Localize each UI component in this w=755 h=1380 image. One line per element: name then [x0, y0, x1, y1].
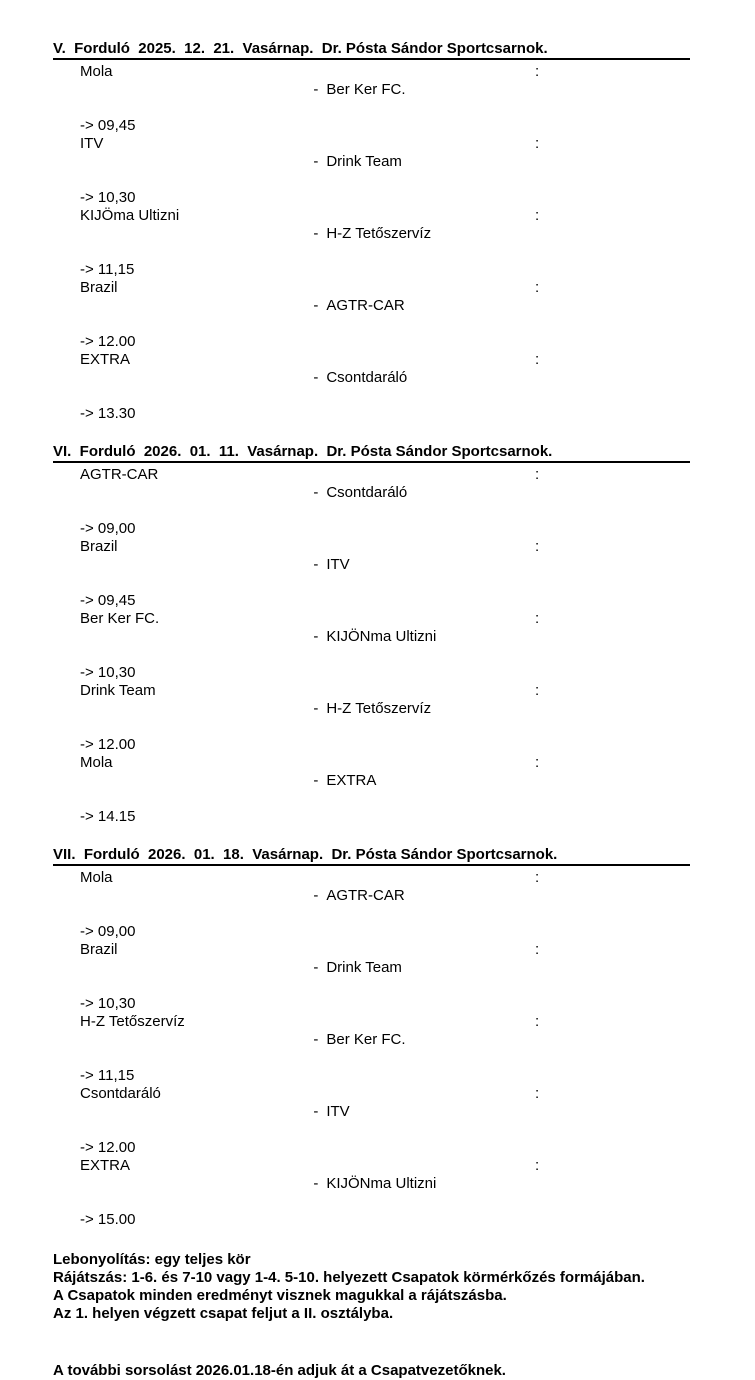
- round-title: V. Forduló 2025. 12. 21. Vasárnap. Dr. Pósta Sándor Sportcsarnok.: [53, 40, 690, 60]
- match-dash: -: [313, 1103, 319, 1120]
- away-team: AGTR-CAR: [326, 297, 405, 314]
- score-colon: :: [535, 869, 540, 886]
- round-matches: [80, 869, 755, 1229]
- match-row: [80, 682, 755, 754]
- match-row: [80, 941, 755, 1013]
- home-team: Ber Ker FC.: [80, 610, 160, 627]
- score-colon: :: [535, 1013, 540, 1030]
- away-cell: [280, 351, 535, 405]
- away-cell: [280, 207, 535, 261]
- away-team: ITV: [326, 1103, 350, 1120]
- kickoff-time: -> 12.00: [80, 736, 136, 753]
- match-line: [80, 538, 755, 592]
- kickoff-time: -> 12.00: [80, 1139, 136, 1156]
- round-section: [53, 443, 755, 826]
- note-line: A Csapatok minden eredményt visznek magukkal a rájátszásba.: [53, 1287, 507, 1304]
- home-team: Csontdaráló: [80, 1085, 161, 1102]
- match-line: [80, 351, 755, 405]
- round-matches: [80, 63, 755, 423]
- match-row: [80, 207, 755, 279]
- home-team: Brazil: [80, 279, 118, 296]
- home-team: EXTRA: [80, 1157, 131, 1174]
- away-cell: [280, 279, 535, 333]
- away-team: Ber Ker FC.: [326, 1031, 406, 1048]
- away-cell: [280, 466, 535, 520]
- match-line: [80, 682, 755, 736]
- match-line: [80, 754, 755, 808]
- match-row: [80, 1013, 755, 1085]
- home-team: Mola: [80, 869, 113, 886]
- home-team: Mola: [80, 63, 113, 80]
- score-colon: :: [535, 1085, 540, 1102]
- score-colon: :: [535, 682, 540, 699]
- home-team: Brazil: [80, 941, 118, 958]
- home-team: Brazil: [80, 538, 118, 555]
- kickoff-time: -> 10,30: [80, 664, 136, 681]
- kickoff-time: -> 12.00: [80, 333, 136, 350]
- away-team: KIJÖNma Ultizni: [326, 628, 437, 645]
- score-colon: :: [535, 135, 540, 152]
- match-line: [80, 63, 755, 117]
- score-colon: :: [535, 941, 540, 958]
- match-dash: -: [313, 1175, 319, 1192]
- home-team: Drink Team: [80, 682, 156, 699]
- kickoff-time: -> 09,00: [80, 923, 136, 940]
- kickoff-time: -> 13.30: [80, 405, 136, 422]
- round-section: [53, 40, 755, 423]
- match-row: [80, 1157, 755, 1229]
- away-team: Drink Team: [326, 959, 402, 976]
- away-cell: [280, 63, 535, 117]
- match-row: [80, 754, 755, 826]
- away-team: Ber Ker FC.: [326, 81, 406, 98]
- match-line: [80, 207, 755, 261]
- note-line: Lebonyolítás: egy teljes kör: [53, 1251, 251, 1268]
- away-cell: [280, 1085, 535, 1139]
- match-dash: -: [313, 369, 319, 386]
- kickoff-time: -> 11,15: [80, 1067, 135, 1084]
- score-colon: :: [535, 351, 540, 368]
- away-cell: [280, 941, 535, 995]
- away-cell: [280, 682, 535, 736]
- round-section: [53, 846, 755, 1229]
- away-team: Csontdaráló: [326, 369, 408, 386]
- note-line: Az 1. helyen végzett csapat feljut a II. osztályba.: [53, 1305, 394, 1322]
- away-cell: [280, 610, 535, 664]
- kickoff-time: -> 11,15: [80, 261, 135, 278]
- home-team: H-Z Tetőszervíz: [80, 1013, 185, 1030]
- round-title: VI. Forduló 2026. 01. 11. Vasárnap. Dr. Pósta Sándor Sportcsarnok.: [53, 443, 690, 463]
- match-line: [80, 869, 755, 923]
- match-line: [80, 610, 755, 664]
- kickoff-time: -> 14.15: [80, 808, 136, 825]
- score-colon: :: [535, 63, 540, 80]
- match-row: [80, 135, 755, 207]
- match-dash: -: [313, 81, 319, 98]
- match-row: [80, 466, 755, 538]
- match-line: [80, 1013, 755, 1067]
- match-row: [80, 610, 755, 682]
- kickoff-time: -> 10,30: [80, 189, 136, 206]
- match-row: [80, 869, 755, 941]
- away-team: AGTR-CAR: [326, 887, 405, 904]
- match-dash: -: [313, 484, 319, 501]
- away-cell: [280, 538, 535, 592]
- away-cell: [280, 135, 535, 189]
- match-dash: -: [313, 1031, 319, 1048]
- match-dash: -: [313, 959, 319, 976]
- match-dash: -: [313, 153, 319, 170]
- kickoff-time: -> 09,45: [80, 592, 136, 609]
- match-row: [80, 1085, 755, 1157]
- match-line: [80, 1085, 755, 1139]
- match-row: [80, 538, 755, 610]
- kickoff-time: -> 10,30: [80, 995, 136, 1012]
- home-team: AGTR-CAR: [80, 466, 159, 483]
- away-cell: [280, 1013, 535, 1067]
- notes-block: [53, 1251, 755, 1380]
- match-dash: -: [313, 772, 319, 789]
- score-colon: :: [535, 754, 540, 771]
- match-line: [80, 466, 755, 520]
- match-dash: -: [313, 887, 319, 904]
- match-dash: -: [313, 556, 319, 573]
- kickoff-time: -> 09,00: [80, 520, 136, 537]
- match-dash: -: [313, 225, 319, 242]
- rounds-list: [53, 40, 755, 1229]
- score-colon: :: [535, 279, 540, 296]
- match-row: [80, 279, 755, 351]
- away-cell: [280, 754, 535, 808]
- kickoff-time: -> 09,45: [80, 117, 136, 134]
- round-title: VII. Forduló 2026. 01. 18. Vasárnap. Dr. Pósta Sándor Sportcsarnok.: [53, 846, 690, 866]
- match-line: [80, 279, 755, 333]
- score-colon: :: [535, 610, 540, 627]
- match-line: [80, 941, 755, 995]
- away-team: H-Z Tetőszervíz: [326, 700, 432, 717]
- home-team: ITV: [80, 135, 104, 152]
- note-line: Rájátszás: 1-6. és 7-10 vagy 1-4. 5-10. helyezett Csapatok körmérkőzés formájában.: [53, 1269, 645, 1286]
- round-matches: [80, 466, 755, 826]
- match-dash: -: [313, 700, 319, 717]
- away-team: Csontdaráló: [326, 484, 408, 501]
- match-row: [80, 351, 755, 423]
- score-colon: :: [535, 1157, 540, 1174]
- final-note: A további sorsolást 2026.01.18-én adjuk át a Csapatvezetőknek.: [53, 1362, 506, 1379]
- away-team: KIJÖNma Ultizni: [326, 1175, 437, 1192]
- away-team: ITV: [326, 556, 350, 573]
- note-lines: [53, 1251, 755, 1323]
- score-colon: :: [535, 207, 540, 224]
- away-team: H-Z Tetőszervíz: [326, 225, 432, 242]
- away-team: EXTRA: [326, 772, 377, 789]
- score-colon: :: [535, 466, 540, 483]
- match-line: [80, 135, 755, 189]
- kickoff-time: -> 15.00: [80, 1211, 136, 1228]
- home-team: Mola: [80, 754, 113, 771]
- home-team: EXTRA: [80, 351, 131, 368]
- home-team: KIJÖma Ultizni: [80, 207, 180, 224]
- match-dash: -: [313, 628, 319, 645]
- away-team: Drink Team: [326, 153, 402, 170]
- score-colon: :: [535, 538, 540, 555]
- away-cell: [280, 1157, 535, 1211]
- match-row: [80, 63, 755, 135]
- away-cell: [280, 869, 535, 923]
- match-line: [80, 1157, 755, 1211]
- match-dash: -: [313, 297, 319, 314]
